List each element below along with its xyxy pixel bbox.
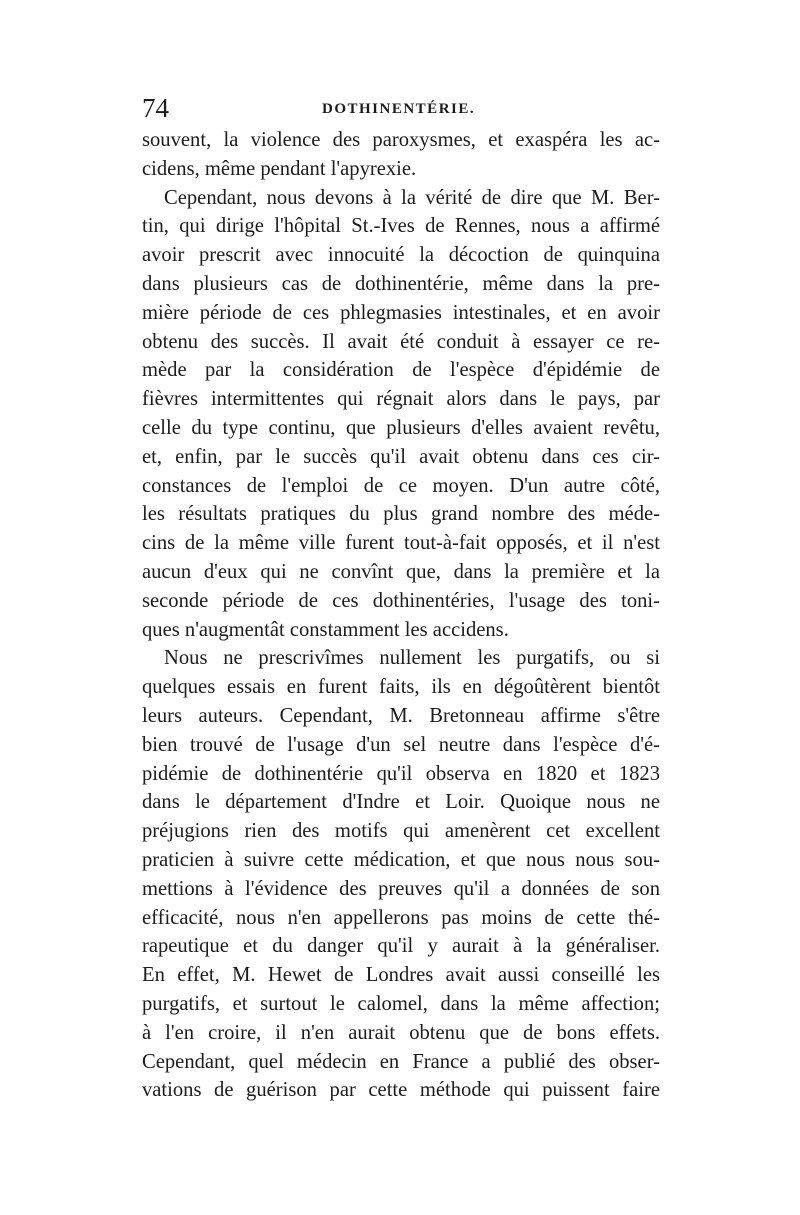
paragraph	[142, 184, 660, 645]
text-line: obtenu des succès. Il avait été conduit à essayer ce re-	[142, 330, 660, 353]
text-line: rapeutique et du danger qu'il y aurait à la généraliser.	[142, 935, 660, 958]
text-line: et, enfin, par le succès qu'il avait obtenu dans ces cir-	[142, 445, 660, 468]
text-line: constances de l'emploi de ce moyen. D'un autre côté,	[142, 474, 660, 497]
text-line: tin, qui dirige l'hôpital St.-Ives de Rennes, nous a affirmé	[142, 215, 660, 238]
text-line: préjugions rien des motifs qui amenèrent cet excellent	[142, 820, 660, 843]
text-line: les résultats pratiques du plus grand nombre des méde-	[142, 503, 660, 526]
text-line: Cependant, quel médecin en France a publié des obser-	[142, 1050, 660, 1073]
text-line: bien trouvé de l'usage d'un sel neutre dans l'espèce d'é-	[142, 733, 660, 756]
text-line: souvent, la violence des paroxysmes, et exaspéra les ac-	[142, 129, 660, 151]
text-line: celle du type continu, que plusieurs d'elles avaient revêtu,	[142, 416, 660, 439]
text-line: pidémie de dothinentérie qu'il observa en 1820 et 1823	[142, 762, 660, 785]
text-line: mière période de ces phlegmasies intestinales, et en avoir	[142, 301, 660, 324]
text-line: Cependant, nous devons à la vérité de dire que M. Ber-	[164, 186, 660, 209]
text-line: cins de la même ville furent tout-à-fait opposés, et il n'est	[142, 532, 660, 555]
text-line: vations de guérison par cette méthode qui puissent faire	[142, 1079, 660, 1102]
text-line: praticien à suivre cette médication, et que nous nous sou-	[142, 848, 660, 871]
text-line: quelques essais en furent faits, ils en dégoûtèrent bientôt	[142, 676, 660, 699]
text-line: dans le département d'Indre et Loir. Quoique nous ne	[142, 791, 660, 814]
text-line: à l'en croire, il n'en aurait obtenu que de bons effets.	[142, 1021, 660, 1044]
text-line: efficacité, nous n'en appellerons pas moins de cette thé-	[142, 906, 660, 929]
running-head: DOTHINENTÉRIE.	[322, 101, 476, 117]
text-line: mettions à l'évidence des preuves qu'il a données de son	[142, 877, 660, 900]
text-line: avoir prescrit avec innocuité la décoction de quinquina	[142, 244, 660, 267]
text-line: Nous ne prescrivîmes nullement les purgatifs, ou si	[164, 647, 660, 670]
paragraph	[142, 126, 660, 184]
text-line: ques n'augmentât constamment les accidens.	[142, 618, 509, 641]
text-line: mède par la considération de l'espèce d'épidémie de	[142, 359, 660, 382]
text-line: fièvres intermittentes qui régnait alors dans le pays, par	[142, 388, 660, 411]
text-line: aucun d'eux qui ne convînt que, dans la première et la	[142, 560, 660, 583]
text-line: En effet, M. Hewet de Londres avait aussi conseillé les	[142, 964, 660, 987]
page-header	[142, 92, 662, 128]
text-line: dans plusieurs cas de dothinentérie, même dans la pre-	[142, 272, 660, 295]
text-line: cidens, même pendant l'apyrexie.	[142, 157, 417, 180]
text-line: leurs auteurs. Cependant, M. Bretonneau affirme s'être	[142, 704, 660, 727]
page-number: 74	[142, 93, 169, 123]
body-text	[142, 126, 660, 1105]
paragraph	[142, 644, 660, 1105]
text-line: purgatifs, et surtout le calomel, dans la même affection;	[142, 992, 660, 1015]
text-line: seconde période de ces dothinentéries, l'usage des toni-	[142, 589, 660, 612]
